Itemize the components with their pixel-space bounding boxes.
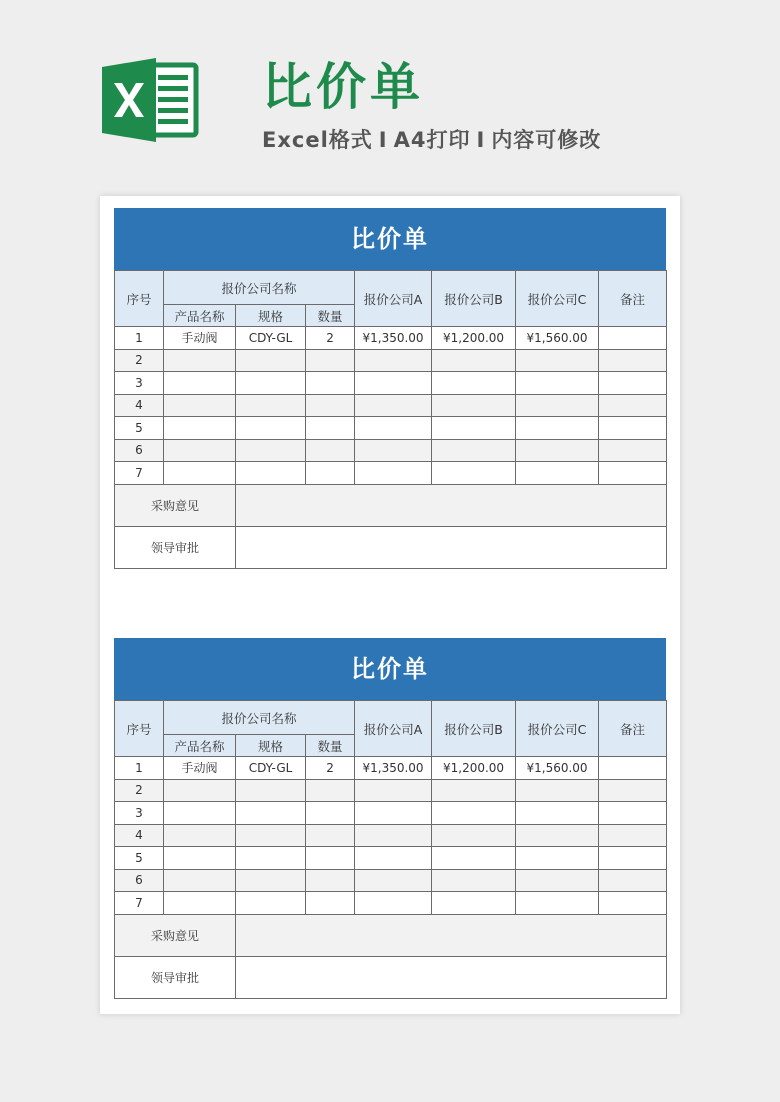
- cell-price-b[interactable]: ¥1,200.00: [432, 327, 516, 350]
- cell-price-b[interactable]: [432, 892, 516, 915]
- purchase-opinion-label: 采购意见: [115, 914, 236, 956]
- header-company-b: 报价公司B: [432, 271, 516, 327]
- document-paper: [100, 196, 680, 1014]
- cell-note[interactable]: [599, 892, 667, 915]
- cell-price-b[interactable]: ¥1,200.00: [432, 757, 516, 780]
- cell-price-a[interactable]: [355, 824, 432, 847]
- table-header-row: [115, 701, 667, 735]
- cell-price-b[interactable]: [432, 417, 516, 440]
- cell-qty[interactable]: [306, 439, 355, 462]
- cell-qty[interactable]: [306, 779, 355, 802]
- cell-seq[interactable]: 2: [115, 779, 164, 802]
- cell-qty[interactable]: [306, 869, 355, 892]
- cell-price-c[interactable]: [516, 417, 599, 440]
- cell-qty[interactable]: [306, 802, 355, 825]
- cell-product[interactable]: [164, 439, 236, 462]
- cell-price-a[interactable]: [355, 372, 432, 395]
- leader-approval-field[interactable]: [236, 956, 667, 998]
- cell-product[interactable]: [164, 892, 236, 915]
- cell-product[interactable]: [164, 869, 236, 892]
- header-qty: 数量: [306, 735, 355, 757]
- header-qty: 数量: [306, 305, 355, 327]
- cell-qty[interactable]: [306, 372, 355, 395]
- cell-price-c[interactable]: [516, 802, 599, 825]
- header-note: 备注: [599, 271, 667, 327]
- table-row: [115, 757, 667, 780]
- cell-price-b[interactable]: [432, 372, 516, 395]
- cell-qty[interactable]: [306, 824, 355, 847]
- cell-price-c[interactable]: [516, 394, 599, 417]
- purchase-opinion-field[interactable]: [236, 914, 667, 956]
- cell-price-b[interactable]: [432, 824, 516, 847]
- cell-price-b[interactable]: [432, 349, 516, 372]
- leader-approval-row: [115, 956, 667, 998]
- cell-note[interactable]: [599, 824, 667, 847]
- comparison-table: [114, 270, 667, 569]
- cell-price-c[interactable]: [516, 779, 599, 802]
- header-company-c: 报价公司C: [516, 701, 599, 757]
- cell-qty[interactable]: [306, 847, 355, 870]
- comparison-sheet: [114, 208, 666, 569]
- cell-price-a[interactable]: [355, 349, 432, 372]
- cell-qty[interactable]: 2: [306, 757, 355, 780]
- cell-note[interactable]: [599, 349, 667, 372]
- purchase-opinion-row: [115, 914, 667, 956]
- cell-price-c[interactable]: [516, 349, 599, 372]
- header-product: 产品名称: [164, 305, 236, 327]
- cell-price-a[interactable]: [355, 847, 432, 870]
- cell-spec[interactable]: [236, 462, 306, 485]
- table-row: [115, 394, 667, 417]
- cell-seq[interactable]: 5: [115, 417, 164, 440]
- cell-spec[interactable]: [236, 847, 306, 870]
- cell-spec[interactable]: [236, 869, 306, 892]
- cell-seq[interactable]: 3: [115, 372, 164, 395]
- comparison-sheet: [114, 638, 666, 999]
- table-row: [115, 327, 667, 350]
- cell-product[interactable]: [164, 847, 236, 870]
- cell-product[interactable]: [164, 802, 236, 825]
- table-row: [115, 802, 667, 825]
- purchase-opinion-label: 采购意见: [115, 484, 236, 526]
- cell-product[interactable]: 手动阀: [164, 757, 236, 780]
- cell-product[interactable]: [164, 394, 236, 417]
- cell-note[interactable]: [599, 462, 667, 485]
- excel-logo-icon: [100, 55, 200, 145]
- cell-qty[interactable]: [306, 892, 355, 915]
- subtitle-separator: I: [378, 128, 388, 152]
- cell-note[interactable]: [599, 439, 667, 462]
- cell-product[interactable]: [164, 824, 236, 847]
- header-company-a: 报价公司A: [355, 701, 432, 757]
- table-row: [115, 847, 667, 870]
- header-company-name: 报价公司名称: [164, 271, 355, 305]
- header-note: 备注: [599, 701, 667, 757]
- cell-note[interactable]: [599, 417, 667, 440]
- cell-price-c[interactable]: [516, 847, 599, 870]
- cell-seq[interactable]: 4: [115, 394, 164, 417]
- cell-note[interactable]: [599, 394, 667, 417]
- leader-approval-row: [115, 526, 667, 568]
- cell-seq[interactable]: 4: [115, 824, 164, 847]
- subtitle-part-format: Excel格式: [262, 128, 373, 152]
- cell-note[interactable]: [599, 327, 667, 350]
- cell-spec[interactable]: CDY-GL: [236, 757, 306, 780]
- cell-price-b[interactable]: [432, 439, 516, 462]
- cell-seq[interactable]: 2: [115, 349, 164, 372]
- purchase-opinion-row: [115, 484, 667, 526]
- header-company-a: 报价公司A: [355, 271, 432, 327]
- cell-price-a[interactable]: [355, 892, 432, 915]
- subtitle-part-editable: 内容可修改: [491, 128, 602, 152]
- cell-product[interactable]: [164, 349, 236, 372]
- cell-product[interactable]: [164, 779, 236, 802]
- table-row: [115, 372, 667, 395]
- header-company-c: 报价公司C: [516, 271, 599, 327]
- cell-seq[interactable]: 7: [115, 462, 164, 485]
- leader-approval-label: 领导审批: [115, 526, 236, 568]
- cell-seq[interactable]: 7: [115, 892, 164, 915]
- sheet-title: 比价单: [114, 208, 666, 270]
- cell-spec[interactable]: [236, 802, 306, 825]
- cell-note[interactable]: [599, 757, 667, 780]
- purchase-opinion-field[interactable]: [236, 484, 667, 526]
- cell-product[interactable]: 手动阀: [164, 327, 236, 350]
- cell-price-a[interactable]: [355, 394, 432, 417]
- cell-product[interactable]: [164, 372, 236, 395]
- header-company-name: 报价公司名称: [164, 701, 355, 735]
- cell-price-b[interactable]: [432, 779, 516, 802]
- subtitle-part-print: A4打印: [393, 128, 471, 152]
- cell-qty[interactable]: [306, 394, 355, 417]
- comparison-table: [114, 700, 667, 999]
- cell-note[interactable]: [599, 869, 667, 892]
- header-company-b: 报价公司B: [432, 701, 516, 757]
- cell-note[interactable]: [599, 847, 667, 870]
- cell-seq[interactable]: 6: [115, 439, 164, 462]
- cell-price-a[interactable]: ¥1,350.00: [355, 757, 432, 780]
- cell-spec[interactable]: [236, 417, 306, 440]
- cell-seq[interactable]: 1: [115, 757, 164, 780]
- cell-qty[interactable]: [306, 462, 355, 485]
- cell-price-c[interactable]: [516, 869, 599, 892]
- cell-price-b[interactable]: [432, 462, 516, 485]
- sheet-title: 比价单: [114, 638, 666, 700]
- page-subtitle: [262, 124, 601, 154]
- cell-price-b[interactable]: [432, 394, 516, 417]
- cell-seq[interactable]: 5: [115, 847, 164, 870]
- cell-price-a[interactable]: [355, 439, 432, 462]
- cell-price-c[interactable]: [516, 824, 599, 847]
- cell-price-a[interactable]: [355, 869, 432, 892]
- page-title: 比价单: [262, 58, 424, 116]
- table-row: [115, 779, 667, 802]
- cell-spec[interactable]: CDY-GL: [236, 327, 306, 350]
- header-spec: 规格: [236, 735, 306, 757]
- cell-price-c[interactable]: [516, 439, 599, 462]
- header-seq: 序号: [115, 701, 164, 757]
- header-seq: 序号: [115, 271, 164, 327]
- table-row: [115, 892, 667, 915]
- cell-price-c[interactable]: ¥1,560.00: [516, 757, 599, 780]
- cell-price-b[interactable]: [432, 869, 516, 892]
- table-row: [115, 869, 667, 892]
- cell-price-a[interactable]: ¥1,350.00: [355, 327, 432, 350]
- cell-spec[interactable]: [236, 824, 306, 847]
- table-row: [115, 439, 667, 462]
- cell-qty[interactable]: [306, 349, 355, 372]
- table-row: [115, 417, 667, 440]
- cell-seq[interactable]: 3: [115, 802, 164, 825]
- leader-approval-label: 领导审批: [115, 956, 236, 998]
- cell-product[interactable]: [164, 417, 236, 440]
- header-product: 产品名称: [164, 735, 236, 757]
- cell-price-c[interactable]: [516, 892, 599, 915]
- cell-qty[interactable]: [306, 417, 355, 440]
- cell-spec[interactable]: [236, 349, 306, 372]
- header-spec: 规格: [236, 305, 306, 327]
- cell-price-b[interactable]: [432, 802, 516, 825]
- cell-seq[interactable]: 6: [115, 869, 164, 892]
- cell-price-a[interactable]: [355, 462, 432, 485]
- table-row: [115, 462, 667, 485]
- cell-note[interactable]: [599, 779, 667, 802]
- cell-price-c[interactable]: ¥1,560.00: [516, 327, 599, 350]
- cell-spec[interactable]: [236, 394, 306, 417]
- cell-qty[interactable]: 2: [306, 327, 355, 350]
- cell-price-a[interactable]: [355, 802, 432, 825]
- cell-note[interactable]: [599, 802, 667, 825]
- cell-note[interactable]: [599, 372, 667, 395]
- table-header-row: [115, 271, 667, 305]
- leader-approval-field[interactable]: [236, 526, 667, 568]
- subtitle-separator: I: [476, 128, 486, 152]
- cell-price-a[interactable]: [355, 779, 432, 802]
- cell-price-c[interactable]: [516, 372, 599, 395]
- cell-spec[interactable]: [236, 439, 306, 462]
- table-row: [115, 349, 667, 372]
- cell-price-b[interactable]: [432, 847, 516, 870]
- cell-spec[interactable]: [236, 372, 306, 395]
- cell-product[interactable]: [164, 462, 236, 485]
- cell-spec[interactable]: [236, 892, 306, 915]
- cell-seq[interactable]: 1: [115, 327, 164, 350]
- cell-price-a[interactable]: [355, 417, 432, 440]
- cell-price-c[interactable]: [516, 462, 599, 485]
- cell-spec[interactable]: [236, 779, 306, 802]
- table-row: [115, 824, 667, 847]
